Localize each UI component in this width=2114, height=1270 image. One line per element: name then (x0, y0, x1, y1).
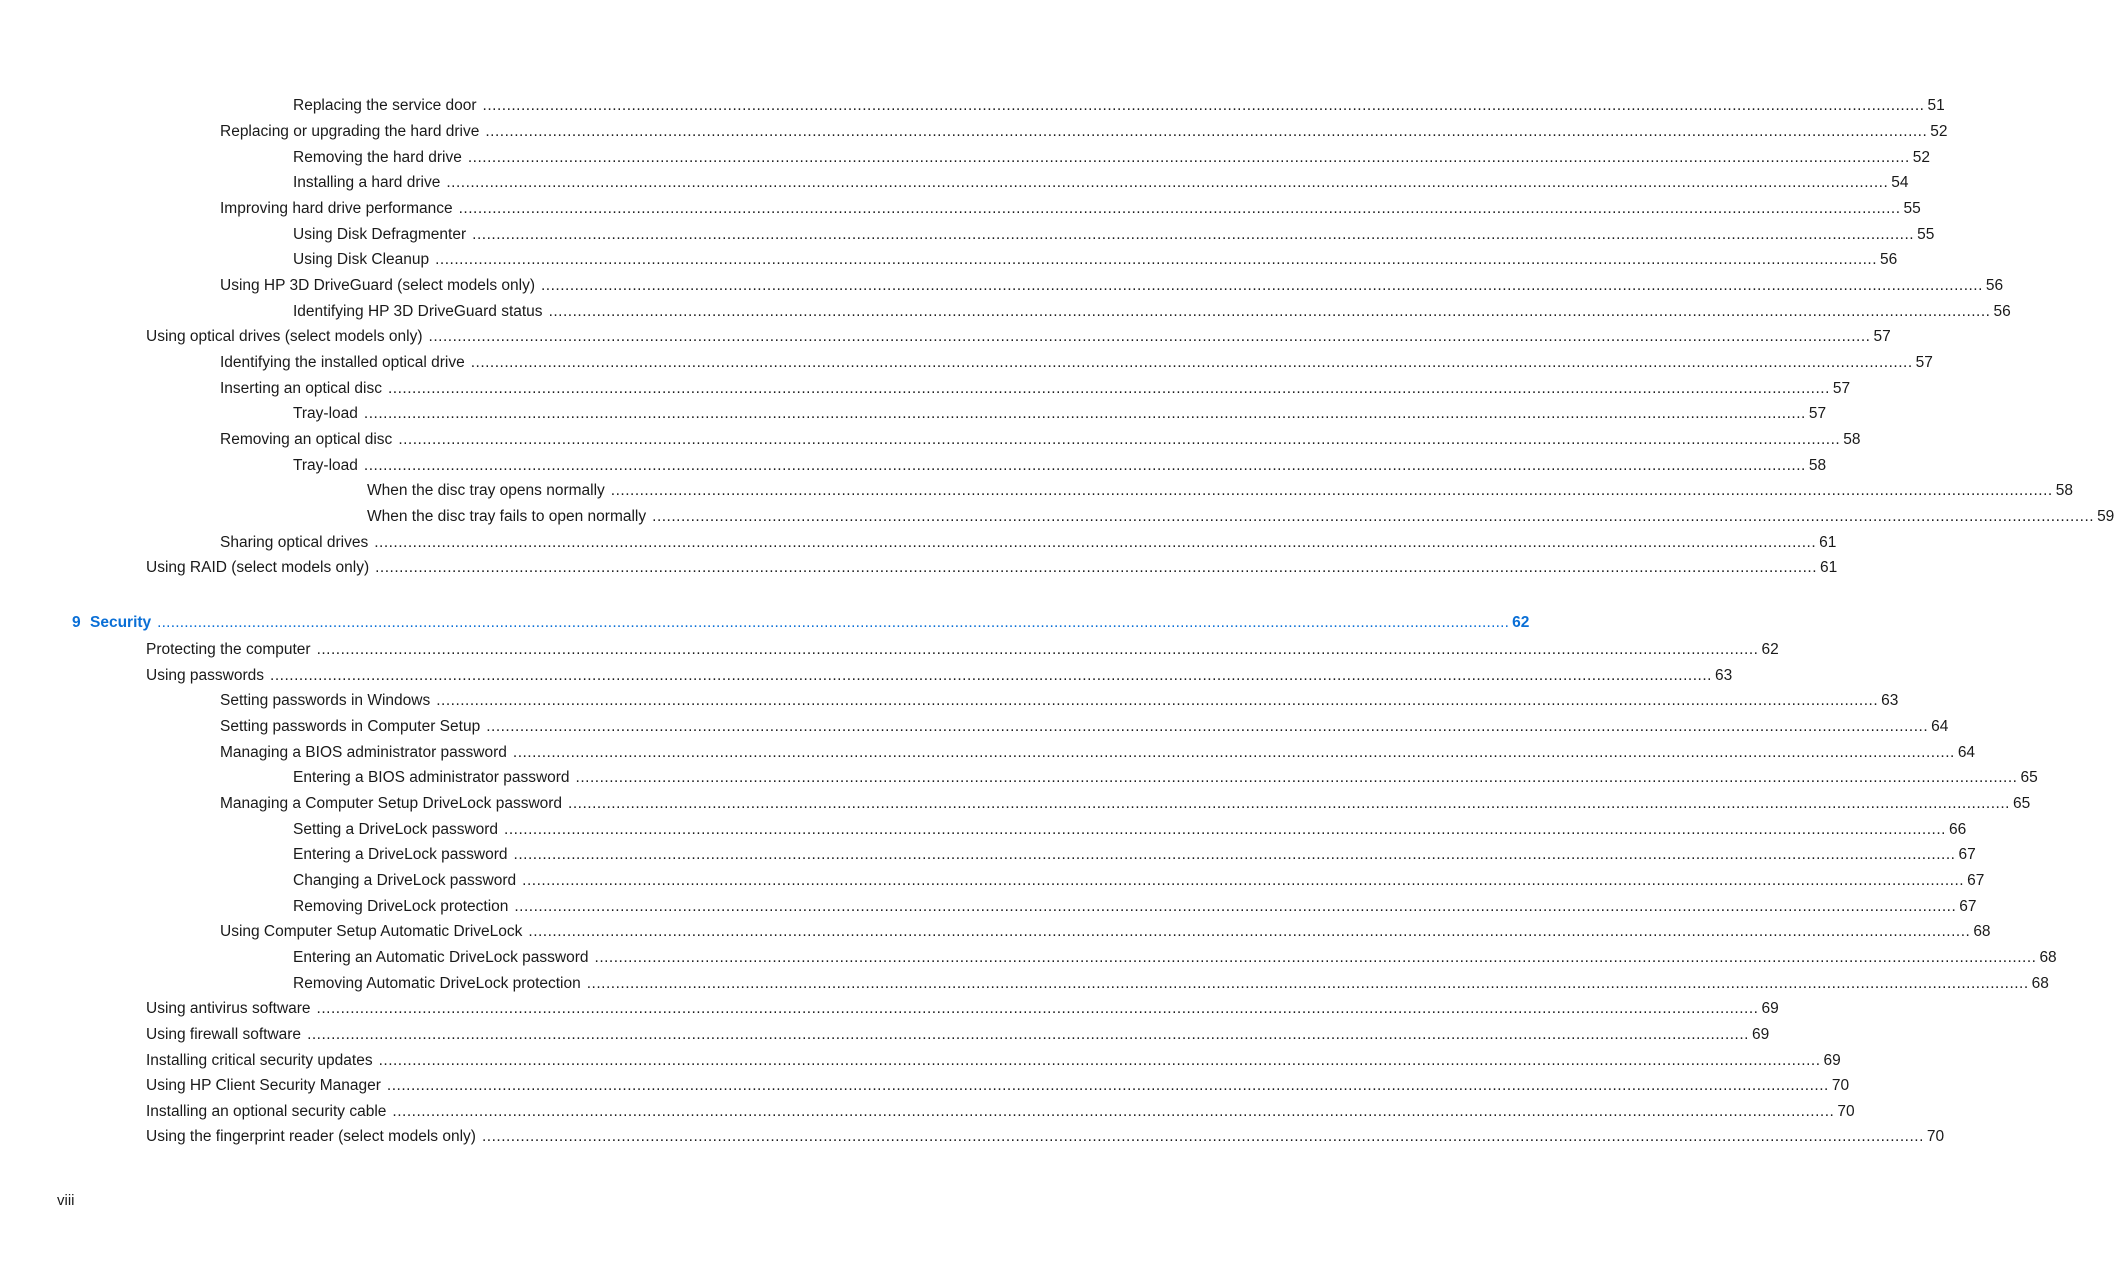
toc-entry-title: Using the fingerprint reader (select models only) (146, 1128, 476, 1145)
toc-entry-title: Tray-load (293, 405, 358, 422)
chapter-title: Security (90, 614, 152, 631)
toc-entry-page: 57 (1832, 380, 1851, 397)
leader-dots: ............................................................................................................................................................................................................................................................................................................ (568, 795, 2010, 812)
toc-entry-title: Installing a hard drive (293, 174, 441, 191)
toc-entry-title: Using Disk Defragmenter (293, 226, 467, 243)
toc-entry-page: 65 (2020, 769, 2038, 786)
leader-dots: ............................................................................................................................................................................................................................................................................................................ (472, 226, 1915, 243)
toc-entry-page: 68 (2031, 975, 2049, 992)
toc-entry-page: 58 (2055, 482, 2073, 499)
leader-dots: ............................................................................................................................................................................................................................................................................................................ (316, 1000, 1759, 1017)
toc-entry[interactable] (220, 378, 1851, 400)
leader-dots: ............................................................................................................................................................................................................................................................................................................ (446, 174, 1889, 191)
toc-entry-page: 70 (1837, 1103, 1855, 1120)
toc-entry-page: 67 (1967, 872, 1985, 889)
leader-dots: ............................................................................................................................................................................................................................................................................................................ (307, 1026, 1749, 1043)
leader-dots: ............................................................................................................................................................................................................................................................................................................ (270, 667, 1712, 684)
toc-entry-title: Tray-load (293, 457, 358, 474)
toc-entry[interactable] (220, 275, 2004, 297)
toc-entry[interactable] (220, 121, 1948, 143)
leader-dots: ............................................................................................................................................................................................................................................................................................................ (157, 614, 1510, 631)
toc-entry-title: When the disc tray opens normally (367, 482, 605, 499)
leader-dots: ............................................................................................................................................................................................................................................................................................................ (428, 328, 1871, 345)
toc-entry-title: Using HP 3D DriveGuard (select models only) (220, 277, 535, 294)
toc-entry[interactable] (146, 1050, 1841, 1072)
toc-entry-page: 63 (1714, 667, 1733, 684)
toc-entry-title: Setting a DriveLock password (293, 821, 499, 838)
toc-entry[interactable] (293, 403, 1827, 425)
toc-entry-page: 58 (1808, 457, 1827, 474)
toc-entry-page: 65 (2012, 795, 2031, 812)
toc-entry-page: 69 (1751, 1026, 1770, 1043)
toc-entry-title: Replacing the service door (293, 97, 477, 114)
toc-entry-title: Entering a DriveLock password (293, 846, 508, 863)
leader-dots: ............................................................................................................................................................................................................................................................................................................ (610, 482, 2053, 499)
toc-entry-page: 56 (1993, 303, 2011, 320)
toc-entry[interactable] (293, 947, 2057, 969)
leader-dots: ............................................................................................................................................................................................................................................................................................................ (541, 277, 1983, 294)
toc-entry-title: Entering an Automatic DriveLock password (293, 949, 589, 966)
toc-entry-title: Using firewall software (146, 1026, 302, 1043)
toc-entry-title: Replacing or upgrading the hard drive (220, 123, 480, 140)
toc-entry-page: 55 (1917, 226, 1935, 243)
toc-entry-title: Managing a Computer Setup DriveLock password (220, 795, 563, 812)
toc-entry[interactable] (146, 1126, 1945, 1148)
leader-dots: ............................................................................................................................................................................................................................................................................................................ (398, 431, 1841, 448)
toc-entry-page: 67 (1959, 898, 1977, 915)
leader-dots: ............................................................................................................................................................................................................................................................................................................ (548, 303, 1991, 320)
toc-entry-page: 61 (1820, 559, 1838, 576)
chapter-number: 9 (72, 614, 81, 631)
leader-dots: ............................................................................................................................................................................................................................................................................................................ (522, 872, 1965, 889)
chapter-page: 62 (1512, 614, 1530, 631)
toc-entry-title: Using passwords (146, 667, 265, 684)
toc-entry[interactable] (293, 973, 2049, 995)
leader-dots: ............................................................................................................................................................................................................................................................................................................ (594, 949, 2037, 966)
toc-entry[interactable] (293, 819, 1967, 841)
toc-entry-title: Setting passwords in Computer Setup (220, 718, 481, 735)
toc-entry[interactable] (220, 198, 1921, 220)
toc-entry-title: Using HP Client Security Manager (146, 1077, 381, 1094)
toc-entry-page: 67 (1958, 846, 1976, 863)
toc-entry-title: Using antivirus software (146, 1000, 311, 1017)
toc-entry[interactable] (293, 172, 1909, 194)
toc-entry-page: 57 (1873, 328, 1891, 345)
toc-entry-page: 58 (1843, 431, 1861, 448)
toc-entry-title: Entering a BIOS administrator password (293, 769, 570, 786)
toc-entry-title: Using Disk Cleanup (293, 251, 430, 268)
leader-dots: ............................................................................................................................................................................................................................................................................................................ (458, 200, 1901, 217)
toc-entry[interactable] (367, 506, 2114, 528)
toc-entry-title: Inserting an optical disc (220, 380, 382, 397)
toc-entry-title: Sharing optical drives (220, 534, 369, 551)
toc-entry[interactable] (293, 95, 1945, 117)
toc-entry[interactable] (146, 639, 1779, 661)
toc-entry[interactable] (293, 767, 2038, 789)
leader-dots: ............................................................................................................................................................................................................................................................................................................ (316, 641, 1759, 658)
toc-entry-page: 69 (1761, 1000, 1779, 1017)
toc-entry-page: 62 (1761, 641, 1779, 658)
leader-dots: ............................................................................................................................................................................................................................................................................................................ (435, 251, 1878, 268)
toc-entry-title: Installing critical security updates (146, 1052, 373, 1069)
toc-entry-title: Protecting the computer (146, 641, 311, 658)
toc-entry[interactable] (293, 147, 1931, 169)
toc-entry-page: 70 (1926, 1128, 1945, 1145)
leader-dots: ............................................................................................................................................................................................................................................................................................................ (512, 744, 1955, 761)
leader-dots: ............................................................................................................................................................................................................................................................................................................ (504, 821, 1946, 838)
toc-entry-title: Setting passwords in Windows (220, 692, 431, 709)
leader-dots: ............................................................................................................................................................................................................................................................................................................ (513, 846, 1956, 863)
toc-entry[interactable] (293, 896, 1977, 918)
leader-dots: ............................................................................................................................................................................................................................................................................................................ (375, 559, 1818, 576)
toc-entry-page: 56 (1985, 277, 2004, 294)
leader-dots: ............................................................................................................................................................................................................................................................................................................ (486, 718, 1929, 735)
toc-entry-title: Installing an optional security cable (146, 1103, 387, 1120)
toc-entry[interactable] (146, 326, 1891, 348)
leader-dots: ............................................................................................................................................................................................................................................................................................................ (528, 923, 1971, 940)
leader-dots: ............................................................................................................................................................................................................................................................................................................ (387, 380, 1830, 397)
toc-entry-page: 66 (1948, 821, 1967, 838)
toc-entry-title: Removing the hard drive (293, 149, 462, 166)
toc-entry-page: 61 (1819, 534, 1837, 551)
toc-entry[interactable] (146, 1075, 1850, 1097)
toc-entry-page: 56 (1880, 251, 1898, 268)
leader-dots: ............................................................................................................................................................................................................................................................................................................ (386, 1077, 1829, 1094)
toc-entry-title: Using Computer Setup Automatic DriveLock (220, 923, 523, 940)
leader-dots: ............................................................................................................................................................................................................................................................................................................ (514, 898, 1957, 915)
toc-entry-page: 68 (1973, 923, 1991, 940)
toc-chapter-link[interactable] (72, 612, 1530, 634)
leader-dots: ............................................................................................................................................................................................................................................................................................................ (575, 769, 2018, 786)
leader-dots: ............................................................................................................................................................................................................................................................................................................ (586, 975, 2029, 992)
toc-entry-page: 57 (1915, 354, 1933, 371)
toc-entry[interactable] (146, 1101, 1855, 1123)
toc-entry-page: 68 (2039, 949, 2057, 966)
toc-entry-title: Removing Automatic DriveLock protection (293, 975, 581, 992)
toc-entry[interactable] (220, 352, 1933, 374)
leader-dots: ............................................................................................................................................................................................................................................................................................................ (467, 149, 1910, 166)
toc-entry-title: Using RAID (select models only) (146, 559, 370, 576)
leader-dots: ............................................................................................................................................................................................................................................................................................................ (374, 534, 1817, 551)
leader-dots: ............................................................................................................................................................................................................................................................................................................ (652, 508, 2095, 525)
toc-entry-title: Identifying HP 3D DriveGuard status (293, 303, 543, 320)
toc-entry-title: Removing an optical disc (220, 431, 393, 448)
toc-entry[interactable] (293, 249, 1898, 271)
toc-entry-page: 52 (1912, 149, 1931, 166)
toc-entry-title: Using optical drives (select models only) (146, 328, 423, 345)
toc-entry-page: 64 (1957, 744, 1976, 761)
toc-entry[interactable] (220, 742, 1976, 764)
toc-entry-page: 69 (1823, 1052, 1841, 1069)
toc-entry[interactable] (293, 455, 1827, 477)
leader-dots: ............................................................................................................................................................................................................................................................................................................ (378, 1052, 1821, 1069)
toc-entry[interactable] (146, 998, 1779, 1020)
toc-entry[interactable] (146, 1024, 1770, 1046)
toc-entry-page: 63 (1881, 692, 1899, 709)
leader-dots: ............................................................................................................................................................................................................................................................................................................ (392, 1103, 1835, 1120)
toc-entry-title: Removing DriveLock protection (293, 898, 509, 915)
leader-dots: ............................................................................................................................................................................................................................................................................................................ (363, 405, 1806, 422)
toc-entry[interactable] (220, 921, 1991, 943)
toc-entry-page: 54 (1891, 174, 1909, 191)
toc-entry[interactable] (293, 844, 1976, 866)
toc-entry[interactable] (367, 480, 2073, 502)
toc-entry[interactable] (220, 716, 1949, 738)
toc-entry-title: When the disc tray fails to open normally (367, 508, 647, 525)
toc-entry-page: 59 (2097, 508, 2114, 525)
toc-entry[interactable] (220, 429, 1861, 451)
toc-entry[interactable] (220, 532, 1837, 554)
toc-entry-title: Managing a BIOS administrator password (220, 744, 507, 761)
leader-dots: ............................................................................................................................................................................................................................................................................................................ (482, 97, 1925, 114)
leader-dots: ............................................................................................................................................................................................................................................................................................................ (485, 123, 1928, 140)
leader-dots: ............................................................................................................................................................................................................................................................................................................ (436, 692, 1879, 709)
toc-entry-page: 55 (1903, 200, 1921, 217)
page-number: viii (57, 1192, 75, 1209)
toc-entry-title: Identifying the installed optical drive (220, 354, 465, 371)
toc-entry[interactable] (220, 690, 1899, 712)
leader-dots: ............................................................................................................................................................................................................................................................................................................ (470, 354, 1913, 371)
toc-entry-page: 52 (1930, 123, 1948, 140)
toc-entry-page: 51 (1927, 97, 1945, 114)
toc-entry-title: Changing a DriveLock password (293, 872, 517, 889)
toc-entry-title: Improving hard drive performance (220, 200, 453, 217)
leader-dots: ............................................................................................................................................................................................................................................................................................................ (363, 457, 1806, 474)
toc-entry[interactable] (293, 224, 1935, 246)
toc-entry[interactable] (220, 793, 2031, 815)
toc-entry[interactable] (293, 870, 1985, 892)
toc-entry-page: 70 (1831, 1077, 1850, 1094)
toc-entry-page: 64 (1931, 718, 1949, 735)
leader-dots: ............................................................................................................................................................................................................................................................................................................ (481, 1128, 1924, 1145)
toc-entry[interactable] (146, 557, 1838, 579)
toc-entry[interactable] (293, 301, 2011, 323)
toc-entry[interactable] (146, 665, 1733, 687)
toc-entry-page: 57 (1808, 405, 1827, 422)
